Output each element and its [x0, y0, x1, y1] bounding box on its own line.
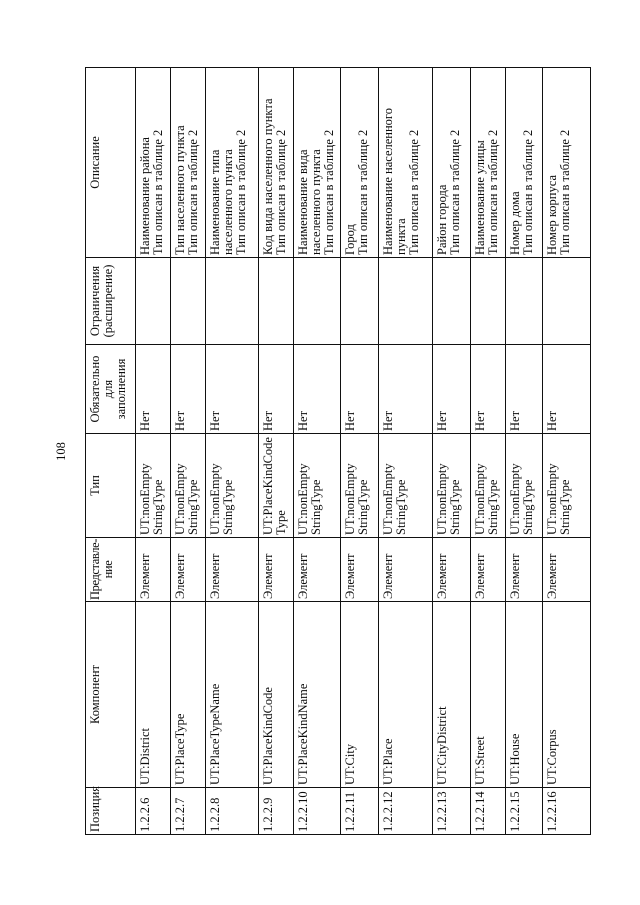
restrictions-cell: [171, 258, 206, 345]
required-cell: Нет: [341, 345, 379, 434]
restrictions-cell: [294, 258, 341, 345]
component-cell: UT:Street: [471, 602, 506, 788]
description-cell: Наименование населенного пункта Тип описан в таблице 2: [379, 68, 433, 258]
description-cell: Тип населенного пункта Тип описан в таблице 2: [171, 68, 206, 258]
type-cell: UT:nonEmpty StringType: [206, 434, 259, 538]
component-cell: UT:PlaceKindName: [294, 602, 341, 788]
table-row: [294, 68, 341, 835]
representation-cell: Элемент: [341, 538, 379, 602]
table-row: [171, 68, 206, 835]
representation-cell: Элемент: [259, 538, 294, 602]
representation-cell: Элемент: [294, 538, 341, 602]
header-position: Позиция: [86, 788, 136, 835]
header-restrictions: Ограничения (расширение): [86, 258, 136, 345]
type-cell: UT:nonEmpty StringType: [433, 434, 471, 538]
position-cell: 1.2.2.16: [543, 788, 591, 835]
component-cell: UT:District: [136, 602, 171, 788]
required-cell: Нет: [136, 345, 171, 434]
component-cell: UT:Corpus: [543, 602, 591, 788]
description-cell: Код вида населенного пункта Тип описан в таблице 2: [259, 68, 294, 258]
table-header-row: [86, 68, 136, 835]
restrictions-cell: [471, 258, 506, 345]
restrictions-cell: [379, 258, 433, 345]
required-cell: Нет: [171, 345, 206, 434]
description-cell: Город Тип описан в таблице 2: [341, 68, 379, 258]
type-cell: UT:nonEmpty StringType: [171, 434, 206, 538]
header-required: Обязательно для заполнения: [86, 345, 136, 434]
component-cell: UT:Place: [379, 602, 433, 788]
table-row: [341, 68, 379, 835]
position-cell: 1.2.2.14: [471, 788, 506, 835]
table-row: [471, 68, 506, 835]
type-cell: UT:nonEmpty StringType: [136, 434, 171, 538]
restrictions-cell: [433, 258, 471, 345]
required-cell: Нет: [471, 345, 506, 434]
rotated-document-page: [54, 68, 590, 835]
position-cell: 1.2.2.8: [206, 788, 259, 835]
header-component: Компонент: [86, 602, 136, 788]
restrictions-cell: [206, 258, 259, 345]
restrictions-cell: [506, 258, 543, 345]
description-cell: Наименование улицы Тип описан в таблице 2: [471, 68, 506, 258]
representation-cell: Элемент: [543, 538, 591, 602]
type-cell: UT:nonEmpty StringType: [543, 434, 591, 538]
component-cell: UT:CityDistrict: [433, 602, 471, 788]
required-cell: Нет: [294, 345, 341, 434]
representation-cell: Элемент: [471, 538, 506, 602]
position-cell: 1.2.2.9: [259, 788, 294, 835]
description-cell: Район города Тип описан в таблице 2: [433, 68, 471, 258]
description-cell: Наименование района Тип описан в таблице 2: [136, 68, 171, 258]
type-cell: UT:nonEmpty StringType: [379, 434, 433, 538]
position-cell: 1.2.2.15: [506, 788, 543, 835]
position-cell: 1.2.2.6: [136, 788, 171, 835]
header-description: Описание: [86, 68, 136, 258]
type-cell: UT:nonEmpty StringType: [341, 434, 379, 538]
component-cell: UT:House: [506, 602, 543, 788]
type-cell: UT:PlaceKindCode Type: [259, 434, 294, 538]
restrictions-cell: [136, 258, 171, 345]
specification-table: [85, 67, 591, 835]
required-cell: Нет: [543, 345, 591, 434]
type-cell: UT:nonEmpty StringType: [506, 434, 543, 538]
table-row: [433, 68, 471, 835]
table-row: [136, 68, 171, 835]
position-cell: 1.2.2.7: [171, 788, 206, 835]
restrictions-cell: [341, 258, 379, 345]
page-number: 108: [54, 442, 68, 461]
table-row: [379, 68, 433, 835]
required-cell: Нет: [206, 345, 259, 434]
header-representation: Представле- ние: [86, 538, 136, 602]
position-cell: 1.2.2.10: [294, 788, 341, 835]
table-row: [506, 68, 543, 835]
type-cell: UT:nonEmpty StringType: [471, 434, 506, 538]
required-cell: Нет: [506, 345, 543, 434]
representation-cell: Элемент: [379, 538, 433, 602]
position-cell: 1.2.2.13: [433, 788, 471, 835]
component-cell: UT:PlaceKindCode: [259, 602, 294, 788]
representation-cell: Элемент: [433, 538, 471, 602]
required-cell: Нет: [433, 345, 471, 434]
restrictions-cell: [543, 258, 591, 345]
table-row: [543, 68, 591, 835]
representation-cell: Элемент: [136, 538, 171, 602]
type-cell: UT:nonEmpty StringType: [294, 434, 341, 538]
representation-cell: Элемент: [206, 538, 259, 602]
component-cell: UT:PlaceTypeName: [206, 602, 259, 788]
representation-cell: Элемент: [506, 538, 543, 602]
description-cell: Наименование вида населенного пункта Тип описан в таблице 2: [294, 68, 341, 258]
component-cell: UT:PlaceType: [171, 602, 206, 788]
table-row: [206, 68, 259, 835]
position-cell: 1.2.2.12: [379, 788, 433, 835]
description-cell: Наименование типа населенного пункта Тип описан в таблице 2: [206, 68, 259, 258]
representation-cell: Элемент: [171, 538, 206, 602]
description-cell: Номер корпуса Тип описан в таблице 2: [543, 68, 591, 258]
required-cell: Нет: [259, 345, 294, 434]
component-cell: UT:City: [341, 602, 379, 788]
restrictions-cell: [259, 258, 294, 345]
required-cell: Нет: [379, 345, 433, 434]
header-type: Тип: [86, 434, 136, 538]
table-row: [259, 68, 294, 835]
description-cell: Номер дома Тип описан в таблице 2: [506, 68, 543, 258]
position-cell: 1.2.2.11: [341, 788, 379, 835]
